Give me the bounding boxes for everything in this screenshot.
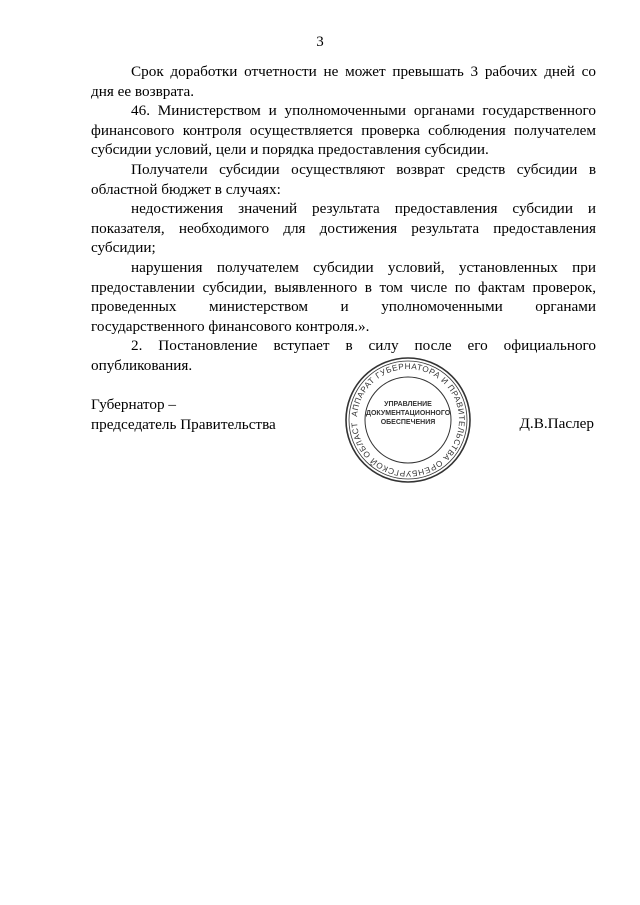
svg-text:АППАРАТ ГУБЕРНАТОРА И ПРАВИТЕЛ: АППАРАТ ГУБЕРНАТОРА И ПРАВИТЕЛЬСТВА ОРЕНБУРГСКОЙ ОБЛАСТ [349,361,467,479]
stamp-center-line1: УПРАВЛЕНИЕ [384,401,432,408]
paragraph-case-nonachievement: недостижения значений результата предоставления субсидии и показателя, необходимого для достижения результата предоставления субсидии; [91,200,596,257]
paragraph-point-46: 46. Министерством и уполномоченными органами государственного финансового контроля осуществляется проверка соблюдения получателем субсидии условий, цели и порядка предоставления субсидии. [91,102,596,159]
paragraph-deadline: Срок доработки отчетности не может превышать 3 рабочих дней со дня ее возврата. [91,63,596,100]
page-number: 3 [316,34,324,50]
stamp-center-text [366,400,450,427]
signatory-name: Д.В.Паслер [519,415,594,432]
paragraph-effective-date: 2. Постановление вступает в силу после его официального опубликования. [91,337,596,374]
paragraph-case-violation: нарушения получателем субсидии условий, установленных при предоставлении субсидии, выявленного в том числе по фактам проверок, проведенных министерством и уполномоченными органами государственного финансового контроля.». [91,258,596,335]
signatory-title-line2: председатель Правительства [91,415,276,433]
document-body [91,62,596,376]
paragraph-refund-cases: Получатели субсидии осуществляют возврат средств субсидии в областной бюджет в случаях: [91,160,596,198]
stamp-center-line2: ДОКУМЕНТАЦИОННОГО [366,410,451,417]
signatory-title-line1: Губернатор – [91,396,176,413]
official-stamp [344,356,472,484]
signatory-title [91,395,276,434]
stamp-center-line3: ОБЕСПЕЧЕНИЯ [380,419,436,426]
